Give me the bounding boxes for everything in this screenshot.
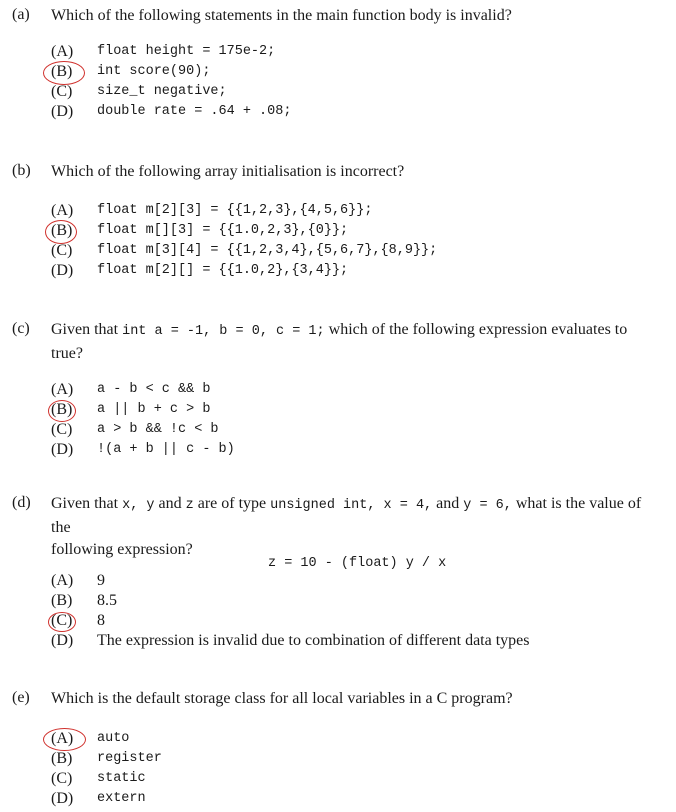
answer-circle: [48, 400, 76, 422]
option-text: 8: [97, 612, 105, 629]
answer-circle: [45, 220, 77, 244]
option-text: register: [97, 751, 162, 766]
question-label: (e): [12, 689, 30, 706]
expression: z = 10 - (float) y / x: [268, 556, 447, 571]
option-text: float m[3][4] = {{1,2,3,4},{5,6,7},{8,9}};: [97, 243, 438, 258]
option-text: double rate = .64 + .08;: [97, 104, 292, 119]
option-letter: (B): [51, 63, 73, 80]
option-text: 9: [97, 572, 105, 589]
option-letter: (A): [51, 381, 74, 398]
option-letter: (C): [51, 242, 73, 259]
option-text: float m[2][] = {{1.0,2},{3,4}};: [97, 263, 349, 278]
question-text-part: Given that: [51, 495, 119, 512]
question-text-part: what is the value of the: [51, 495, 642, 536]
option-text: a || b + c > b: [97, 402, 211, 417]
option-text: 8.5: [97, 592, 117, 609]
question-label: (c): [12, 320, 30, 337]
question-text: [51, 493, 661, 561]
question-text-part: and: [158, 495, 182, 512]
option-text: The expression is invalid due to combination of different data types: [97, 632, 530, 649]
question-text: Which is the default storage class for all local variables in a C program?: [51, 690, 513, 707]
inline-code: unsigned int, x = 4,: [270, 498, 433, 513]
answer-circle: [48, 612, 76, 632]
option-letter: (C): [51, 770, 73, 787]
question-text-part: following expression?: [51, 541, 193, 558]
question-text-part: Given that: [51, 321, 119, 338]
option-letter: (C): [51, 83, 73, 100]
option-text: float m[2][3] = {{1,2,3},{4,5,6}};: [97, 203, 373, 218]
option-text: float m[][3] = {{1.0,2,3},{0}};: [97, 223, 349, 238]
option-text: !(a + b || c - b): [97, 442, 235, 457]
option-text: auto: [97, 731, 130, 746]
option-letter: (D): [51, 441, 74, 458]
option-letter: (D): [51, 790, 74, 807]
option-letter: (B): [51, 750, 73, 767]
inline-code: int a = -1, b = 0, c = 1;: [122, 324, 325, 339]
option-letter: (A): [51, 43, 74, 60]
option-text: float height = 175e-2;: [97, 44, 276, 59]
question-text-part: which of the following expression evaluates to: [328, 321, 628, 338]
option-text: a - b < c && b: [97, 382, 211, 397]
question-text-part: true?: [51, 345, 83, 362]
question-label: (d): [12, 494, 31, 511]
option-letter: (A): [51, 730, 74, 747]
question-text-part: and: [436, 495, 460, 512]
option-text: a > b && !c < b: [97, 422, 219, 437]
question-text: Which of the following statements in the main function body is invalid?: [51, 7, 512, 24]
question-label: (b): [12, 162, 31, 179]
question-text: Which of the following array initialisation is incorrect?: [51, 163, 405, 180]
option-letter: (D): [51, 632, 74, 649]
inline-code: y = 6,: [463, 498, 512, 513]
option-letter: (D): [51, 103, 74, 120]
question-text-part: are of type: [197, 495, 267, 512]
option-letter: (C): [51, 421, 73, 438]
inline-code: x, y: [122, 498, 155, 513]
question-text: [51, 319, 661, 365]
option-text: extern: [97, 791, 146, 806]
answer-circle: [43, 61, 85, 85]
option-text: static: [97, 771, 146, 786]
option-letter: (B): [51, 592, 73, 609]
question-label: (a): [12, 6, 30, 23]
option-letter: (B): [51, 222, 73, 239]
option-letter: (C): [51, 612, 73, 629]
answer-circle: [43, 728, 86, 751]
option-letter: (A): [51, 202, 74, 219]
option-text: int score(90);: [97, 64, 211, 79]
inline-code: z: [185, 498, 194, 513]
option-letter: (D): [51, 262, 74, 279]
option-letter: (B): [51, 401, 73, 418]
option-text: size_t negative;: [97, 84, 227, 99]
option-letter: (A): [51, 572, 74, 589]
